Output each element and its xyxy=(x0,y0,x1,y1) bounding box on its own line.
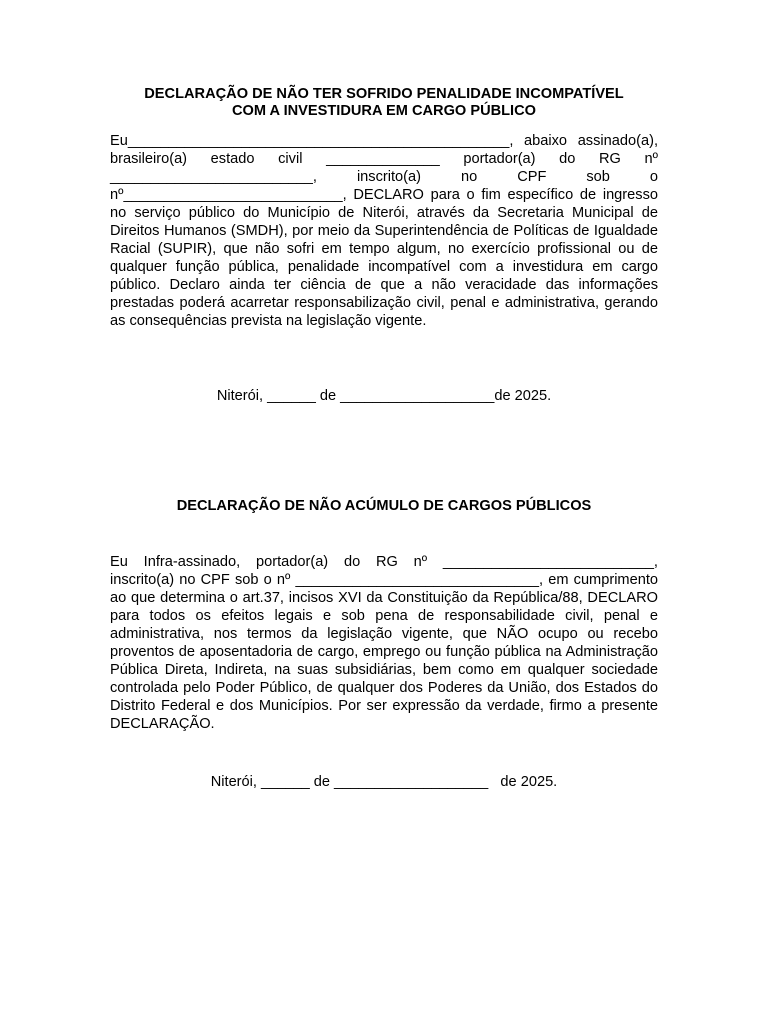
place-date-line-1: Niterói, ______ de ___________________de 2025. xyxy=(216,388,552,404)
declaration-accumulation-section xyxy=(110,498,658,515)
declaration-accumulation-body: Eu Infra-assinado, portador(a) do RG nº __________________________, inscrito(a) no CPF sob o nº ______________________________, em cumprimento ao que determina o art.37, incisos XVI da Constituição da República/88, DECLARO para todos os efeitos legais e sob pena de responsabilidade civil, penal e administrativa, nos termos da legislação vigente, que NÃO ocupo ou recebo proventos de aposentadoria de cargo, emprego ou função pública na Administração Pública Direta, Indireta, na suas subsidiárias, bem como em qualquer sociedade controlada pelo Poder Público, de qualquer dos Poderes da União, dos Estados do Distrito Federal e dos Municípios. Por ser expressão da verdade, firmo a presente DECLARAÇÃO. xyxy=(110,554,658,732)
declaration-penalty-title xyxy=(110,86,658,120)
title-line-1: DECLARAÇÃO DE NÃO TER SOFRIDO PENALIDADE INCOMPATÍVEL xyxy=(144,86,624,102)
declaration-penalty-body: Eu_______________________________________________, abaixo assinado(a), brasileiro(a) estado civil ______________ portador(a) do RG nº _________________________, inscrito(a) no CPF sob o nº___________________________, DECLARO para o fim específico de ingresso no serviço público do Município de Niterói, através da Secretaria Municipal de Direitos Humanos (SMDH), por meio da Superintendência de Políticas de Igualdade Racial (SUPIR), que não sofri em tempo algum, no exercício profissional ou de qualquer função pública, penalidade incompatível com a investidura em cargo público. Declaro ainda ter ciência de que a não veracidade das informações prestadas poderá acarretar responsabilização civil, penal e administrativa, gerando as consequências prevista na legislação vigente. xyxy=(110,133,658,329)
declaration-accumulation-body-wrapper xyxy=(110,553,658,733)
declaration-accumulation-title: DECLARAÇÃO DE NÃO ACÚMULO DE CARGOS PÚBLICOS xyxy=(176,498,592,514)
title-line-2: COM A INVESTIDURA EM CARGO PÚBLICO xyxy=(231,103,537,119)
place-date-line-2: Niterói, ______ de ___________________ de 2025. xyxy=(210,774,558,790)
declaration-penalty-section xyxy=(110,86,658,330)
